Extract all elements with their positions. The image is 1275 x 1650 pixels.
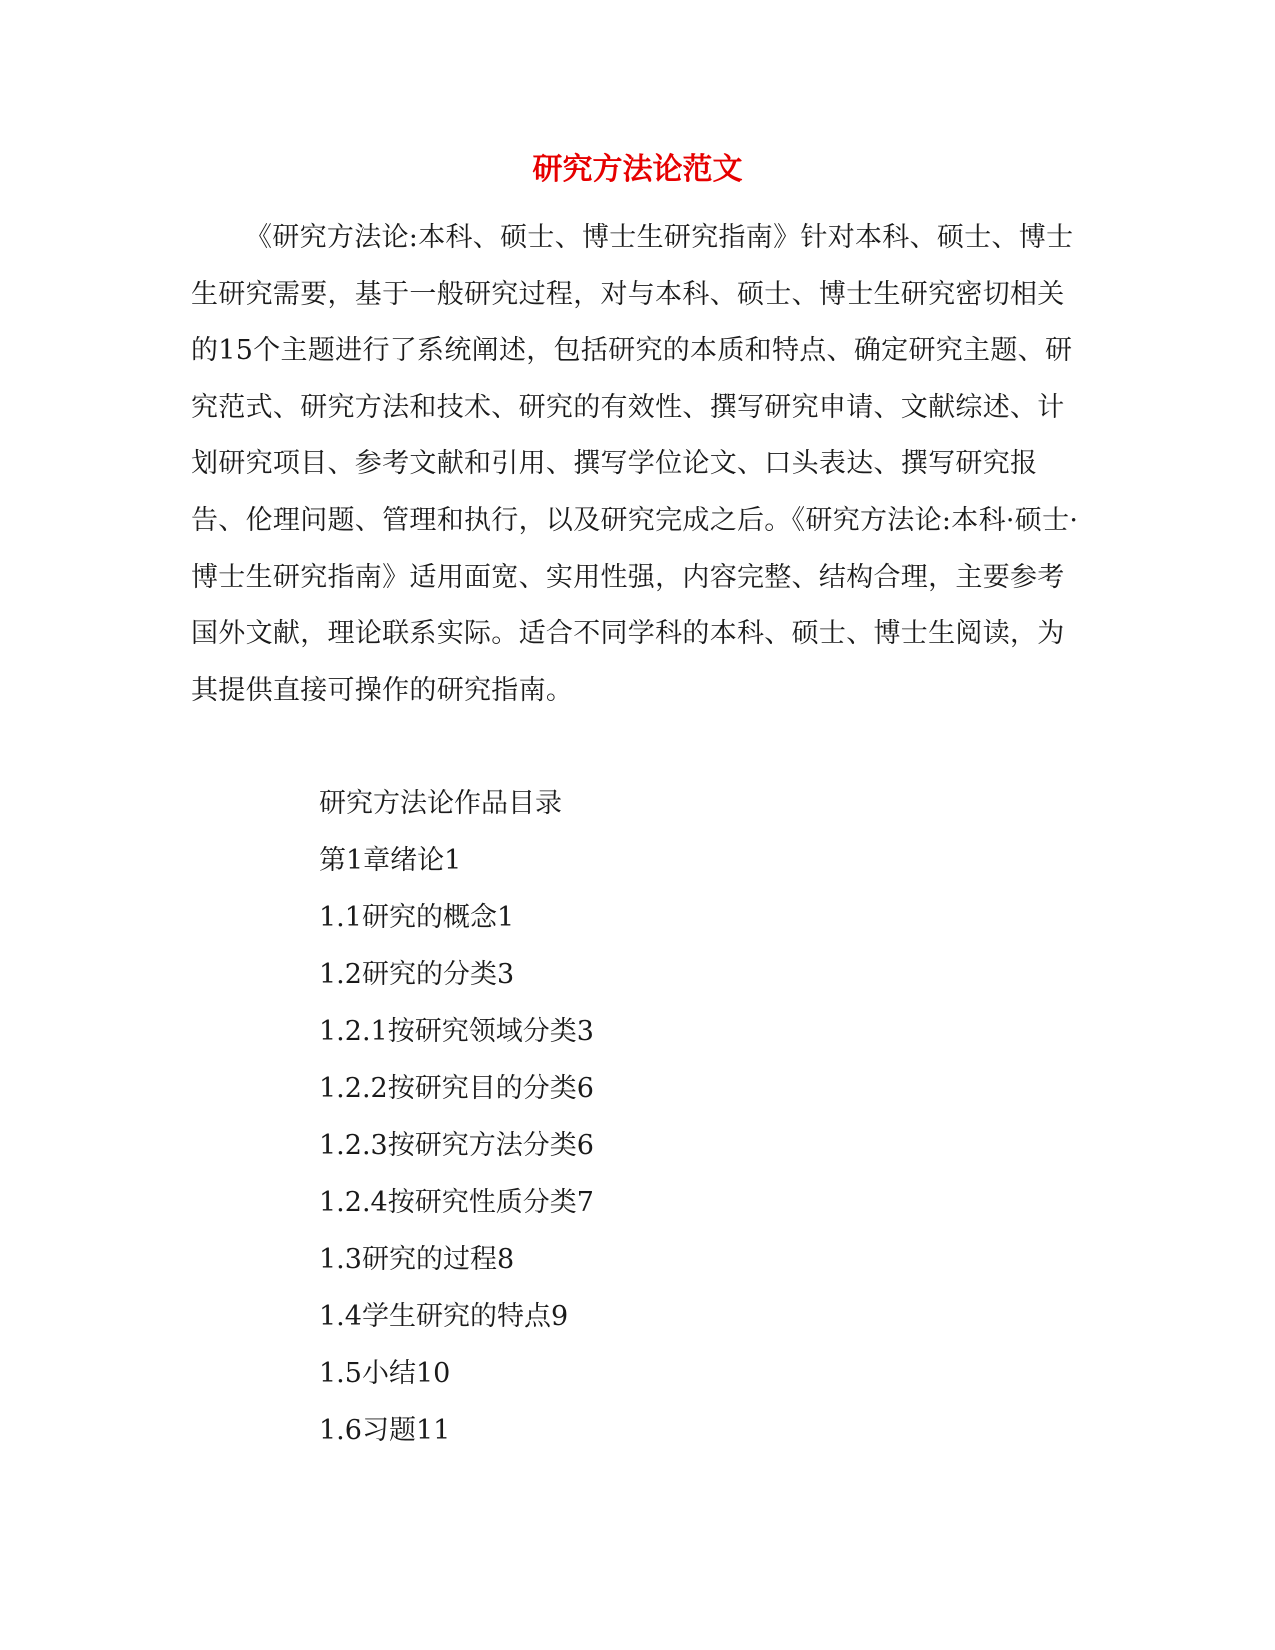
toc-item: 1.6习题11 bbox=[319, 1415, 451, 1446]
toc-item: 1.2研究的分类3 bbox=[319, 959, 515, 990]
toc-item: 1.3研究的过程8 bbox=[319, 1244, 515, 1275]
toc-item: 1.2.4按研究性质分类7 bbox=[319, 1187, 594, 1218]
toc-item: 第1章绪论1 bbox=[319, 845, 462, 876]
table-of-contents bbox=[319, 775, 1019, 1459]
toc-heading: 研究方法论作品目录 bbox=[319, 788, 562, 819]
toc-item: 1.5小结10 bbox=[319, 1358, 451, 1389]
toc-item: 1.2.2按研究目的分类6 bbox=[319, 1073, 594, 1104]
toc-item: 1.1研究的概念1 bbox=[319, 902, 515, 933]
toc-item: 1.2.1按研究领域分类3 bbox=[319, 1016, 594, 1047]
toc-item: 1.2.3按研究方法分类6 bbox=[319, 1130, 594, 1161]
intro-paragraph: 《研究方法论:本科、硕士、博士生研究指南》针对本科、硕士、博士生研究需要，基于一般研究过程，对与本科、硕士、博士生研究密切相关的15个主题进行了系统阐述，包括研究的本质和特点、确定研究主题、研究范式、研究方法和技术、研究的有效性、撰写研究申请、文献综述、计划研究项目、参考文献和引用、撰写学位论文、口头表达、撰写研究报告、伦理问题、管理和执行，以及研究完成之后。《研究方法论:本科·硕士·博士生研究指南》适用面宽、实用性强，内容完整、结构合理，主要参考国外文献，理论联系实际。适合不同学科的本科、硕士、博士生阅读，为其提供直接可操作的研究指南。 bbox=[191, 222, 1079, 706]
document-title: 研究方法论范文 bbox=[532, 152, 743, 187]
toc-item: 1.4学生研究的特点9 bbox=[319, 1301, 569, 1332]
